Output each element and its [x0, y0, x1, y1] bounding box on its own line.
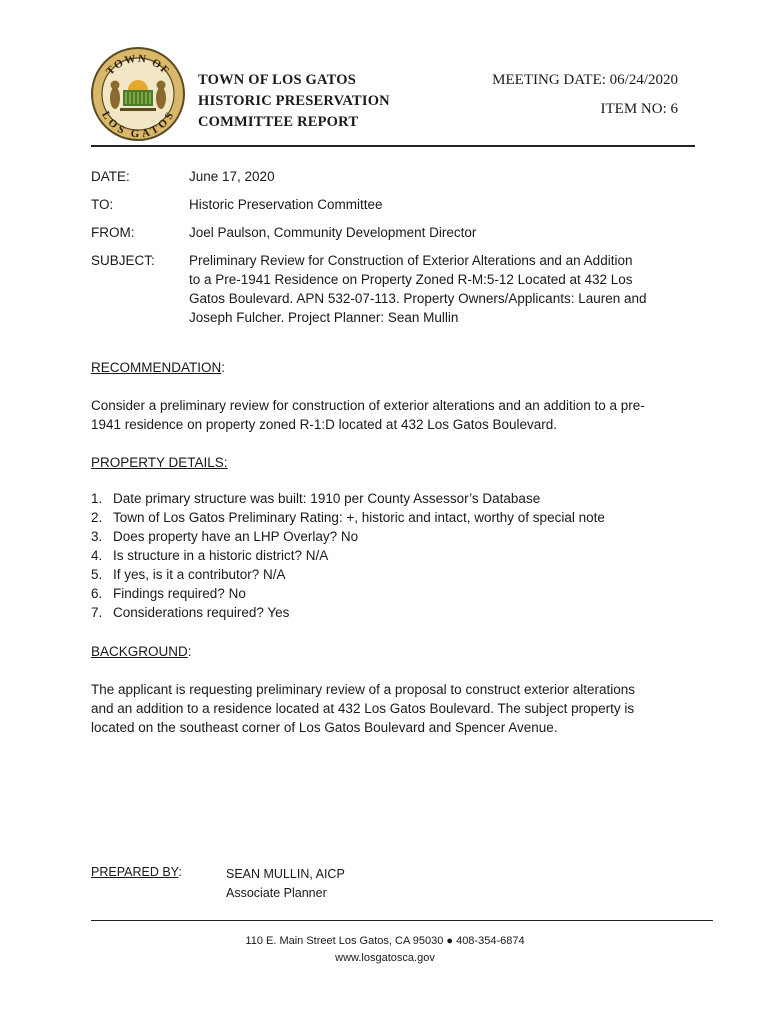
background-heading: BACKGROUND:	[91, 644, 192, 659]
svg-text:LOS GATOS: LOS GATOS	[99, 109, 177, 141]
list-item: 1. Date primary structure was built: 1910 per County Assessor’s Database	[91, 491, 541, 506]
meeting-info	[492, 70, 678, 120]
preparer-title: Associate Planner	[226, 886, 327, 900]
recommendation-heading: RECOMMENDATION:	[91, 360, 226, 375]
property-details-heading: PROPERTY DETAILS:	[91, 455, 228, 470]
footer-divider	[91, 920, 713, 921]
to-label: TO:	[91, 197, 114, 212]
date-value: June 17, 2020	[189, 169, 275, 184]
subject-line: Preliminary Review for Construction of Exterior Alterations and an Addition	[189, 253, 633, 268]
to-value: Historic Preservation Committee	[189, 197, 383, 212]
footer-website[interactable]: www.losgatosca.gov	[335, 952, 435, 964]
list-item: 7. Considerations required? Yes	[91, 605, 290, 620]
subject-label: SUBJECT:	[91, 253, 155, 268]
header-divider	[91, 145, 695, 147]
svg-text:TOWN OF: TOWN OF	[104, 52, 172, 78]
subject-line: Gatos Boulevard. APN 532-07-113. Property Owners/Applicants: Lauren and	[189, 291, 647, 306]
item-number: ITEM NO: 6	[600, 101, 678, 117]
meeting-date: MEETING DATE: 06/24/2020	[492, 72, 678, 88]
preparer-name: SEAN MULLIN, AICP	[226, 867, 345, 881]
footer-address: 110 E. Main Street Los Gatos, CA 95030 ● 408-354-6874	[245, 935, 525, 947]
report-title-block	[198, 70, 390, 133]
subject-line: to a Pre-1941 Residence on Property Zoned R-M:5-12 Located at 432 Los	[189, 272, 633, 287]
org-line-1: TOWN OF LOS GATOS	[198, 72, 356, 88]
date-label: DATE:	[91, 169, 130, 184]
list-item: 6. Findings required? No	[91, 586, 246, 601]
subject-value	[189, 251, 669, 327]
list-item: 3. Does property have an LHP Overlay? No	[91, 529, 359, 544]
from-label: FROM:	[91, 225, 135, 240]
preparer	[226, 865, 345, 903]
recommendation-text: Consider a preliminary review for construction of exterior alterations and an addition to a pre- 1941 residence on property zoned R-1:D located at 432 Los Gatos Boulevard.	[91, 398, 645, 432]
background-text: The applicant is requesting preliminary review of a proposal to construct exterior alterations and an addition to a residence located at 432 Los Gatos Boulevard. The subject property is located on the southeast corner of Los Gatos Boulevard and Spencer Avenue.	[91, 682, 636, 735]
town-seal-icon	[90, 46, 186, 142]
prepared-by-label: PREPARED BY:	[91, 865, 182, 879]
list-item: 2. Town of Los Gatos Preliminary Rating: +, historic and intact, worthy of special note	[91, 510, 605, 525]
list-item: 4. Is structure in a historic district? N/A	[91, 548, 329, 563]
footer	[0, 933, 770, 967]
subject-line: Joseph Fulcher. Project Planner: Sean Mullin	[189, 310, 459, 325]
from-value: Joel Paulson, Community Development Director	[189, 225, 477, 240]
list-item: 5. If yes, is it a contributor? N/A	[91, 567, 286, 582]
property-details-list	[91, 489, 605, 622]
org-line-3: COMMITTEE REPORT	[198, 114, 359, 130]
org-line-2: HISTORIC PRESERVATION	[198, 93, 390, 109]
